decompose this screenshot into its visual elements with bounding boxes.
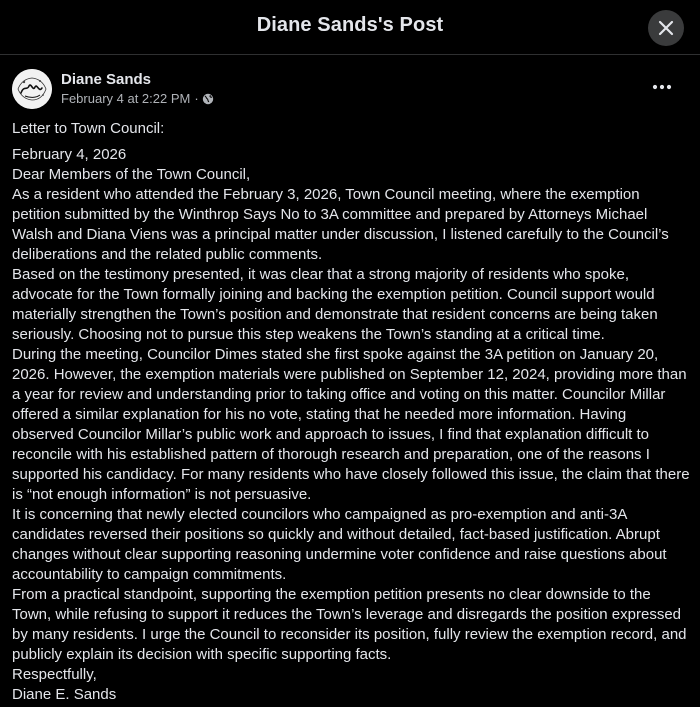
letter-paragraph: It is concerning that newly elected councilors who campaigned as pro-exemption and anti-3A candidates reversed their positions so quickly and without detailed, fact-based justification. Abrupt changes without clear supporting reasoning undermine voter confidence and raise questions about accountability to campaign commitments. (12, 506, 667, 583)
globe-icon (202, 93, 214, 105)
more-options-button[interactable] (648, 73, 676, 101)
more-horizontal-icon (652, 84, 672, 90)
post-container (0, 55, 700, 707)
letter-date: February 4, 2026 (12, 146, 127, 163)
letter-salutation: Dear Members of the Town Council, (12, 166, 251, 183)
close-button[interactable] (648, 10, 684, 46)
letter-paragraph: During the meeting, Councilor Dimes stated she first spoke against the 3A petition on January 20, 2026. However, the exemption materials were published on September 12, 2024, providing more than a year for review and understanding prior to taking office and voting on this matter. Councilor Millar offered a similar explanation for his no vote, stating that he needed more information. Having observed Councilor Millar’s public work and approach to issues, I find that explanation difficult to reconcile with his established pattern of thorough research and preparation, one of the reasons I supported his candidacy. For many residents who have closely followed this issue, the claim that there is “not enough information” is not persuasive. (12, 346, 690, 503)
post-meta (61, 91, 214, 106)
letter-paragraph: Based on the testimony presented, it was clear that a strong majority of residents who spoke, advocate for the Town formally joining and backing the exemption petition. Council support would materially strengthen the Town’s position and demonstrate that resident concerns are being taken seriously. Choosing not to pursue this step weakens the Town’s standing at a critical time. (12, 266, 658, 343)
post-intro: Letter to Town Council: (12, 120, 165, 137)
post-author-row (12, 69, 682, 109)
author-name[interactable]: Diane Sands (61, 71, 152, 88)
post-timestamp[interactable]: February 4 at 2:22 PM (61, 91, 191, 106)
profile-avatar (12, 69, 52, 109)
letter-paragraph: From a practical standpoint, supporting the exemption petition presents no clear downside to the Town, while refusing to support it reduces the Town’s leverage and disregards the position expressed by many residents. I urge the Council to reconsider its position, fully review the exemption record, and publicly explain its decision with specific supporting facts. (12, 586, 687, 663)
post-body (12, 119, 692, 705)
meta-separator: · (194, 91, 199, 106)
dialog-title: Diane Sands's Post (256, 14, 444, 36)
post-dialog-header (0, 0, 700, 55)
letter-signature: Diane E. Sands (12, 686, 117, 703)
author-avatar[interactable] (12, 69, 52, 109)
letter-closing: Respectfully, (12, 666, 97, 683)
close-icon (658, 20, 674, 36)
letter-paragraph: As a resident who attended the February 3, 2026, Town Council meeting, where the exemption petition submitted by the Winthrop Says No to 3A committee and prepared by Attorneys Michael Walsh and Diana Viens was a principal matter under discussion, I listened carefully to the Council’s deliberations and the related public comments. (12, 186, 669, 263)
